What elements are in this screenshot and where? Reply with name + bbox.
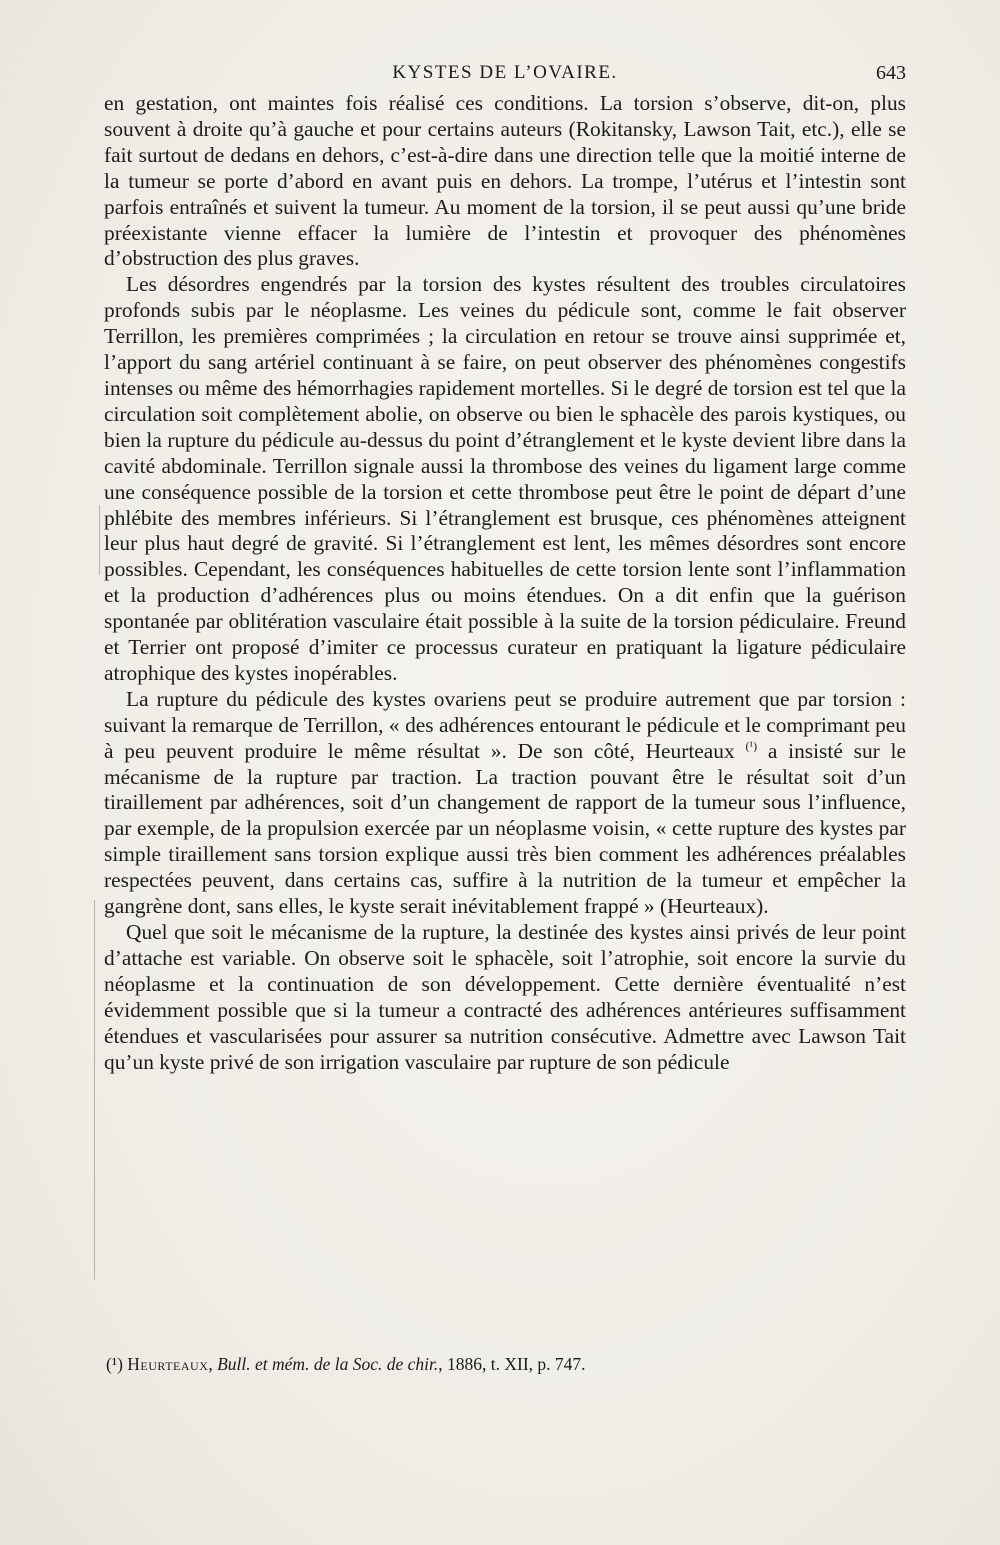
paragraph-pedicle-rupture <box>104 687 906 920</box>
paragraph-text-after-note: a insisté sur le mécanisme de la rupture par traction. La traction pouvant être le résultat soit d’un tiraillement par adhérences, soit d’un changement de rapport de la tumeur sous l’influence, par exemple, de la propulsion exercée par un néoplasme voisin, « cette rupture des kystes par simple tiraillement sans torsion explique aussi très bien comment les adhérences préalables respectées peuvent, dans certains cas, suffire à la nutrition de la tumeur et empêcher la gangrène dont, sans elles, le kyste serait inévitablement frappé » (Heurteaux). <box>104 738 906 919</box>
footnote-reference: (¹) <box>745 738 758 753</box>
body-text <box>104 91 906 1075</box>
running-head: KYSTES DE L’OVAIRE. <box>392 62 618 83</box>
margin-line-mark <box>99 505 100 575</box>
page-number: 643 <box>876 62 906 84</box>
footnote: (¹) Heurteaux, Bull. et mém. de la Soc. de chir., 1886, t. XII, p. 747. <box>106 1354 586 1374</box>
paragraph-text-before-note: La rupture du pédicule des kystes ovariens peut se produire autrement que par torsion : suivant la remarque de Terrillon, « des adhérences entourant le pédicule et le comprimant peu à peu peuvent produire le même résultat ». De son côté, Heurteaux <box>104 686 906 763</box>
footnote-details: , 1886, t. XII, p. 747. <box>438 1354 586 1374</box>
paragraph-cyst-destiny: Quel que soit le mécanisme de la rupture, la destinée des kystes ainsi privés de leur point d’attache est variable. On observe soit le sphacèle, soit l’atrophie, soit encore la survie du néoplasme et la continuation de son développement. Cette dernière éventualité n’est évidemment possible que si la tumeur a contracté des adhérences antérieures suffisamment étendues et vascularisées pour assurer sa nutrition consécutive. Admettre avec Lawson Tait qu’un kyste privé de son irrigation vasculaire par rupture de son pédicule <box>104 920 906 1074</box>
paragraph-continued: en gestation, ont maintes fois réalisé ces conditions. La torsion s’observe, dit-on, plus souvent à droite qu’à gauche et pour certains auteurs (Rokitansky, Lawson Tait, etc.), elle se fait surtout de dedans en dehors, c’est-à-dire dans une direction telle que la moitié interne de la tumeur se porte d’abord en avant puis en dehors. La trompe, l’utérus et l’intestin sont parfois entraînés et suivent la tumeur. Au moment de la torsion, il se peut aussi qu’une bride préexistante vienne effacer la lumière de l’intestin et provoquer des phénomènes d’obstruction des plus graves. <box>104 91 906 271</box>
footnote-publication: Bull. et mém. de la Soc. de chir. <box>217 1354 439 1374</box>
page-header <box>104 62 906 88</box>
footnote-author: Heurteaux <box>127 1354 209 1374</box>
margin-line-mark <box>94 900 95 1280</box>
footnote-marker: (¹) <box>106 1354 123 1374</box>
paragraph-torsion-disorders: Les désordres engendrés par la torsion des kystes résultent des troubles circulatoires profonds subis par le néoplasme. Les veines du pédicule sont, comme le fait observer Terrillon, les premières comprimées ; la circulation en retour se trouve ainsi supprimée et, l’apport du sang artériel continuant à se faire, on peut observer des phénomènes congestifs intenses ou même des hémorrhagies rapidement mortelles. Si le degré de torsion est tel que la circulation soit complètement abolie, on observe ou bien le sphacèle des parois kystiques, ou bien la rupture du pédicule au-dessus du point d’étranglement et le kyste devient libre dans la cavité abdominale. Terrillon signale aussi la thrombose des veines du ligament large comme une conséquence possible de la torsion et cette thrombose peut être le point de départ d’une phlébite des membres inférieurs. Si l’étranglement est brusque, ces phénomènes atteignent leur plus haut degré de gravité. Si l’étranglement est lent, les mêmes désordres sont encore possibles. Cependant, les conséquences habituelles de cette torsion lente sont l’inflammation et la production d’adhérences plus ou moins étendues. On a dit enfin que la guérison spontanée par oblitération vasculaire était possible à la suite de la torsion pédiculaire. Freund et Terrier ont proposé d’imiter ce processus curateur en pratiquant la ligature pédiculaire atrophique des kystes inopérables. <box>104 272 906 685</box>
